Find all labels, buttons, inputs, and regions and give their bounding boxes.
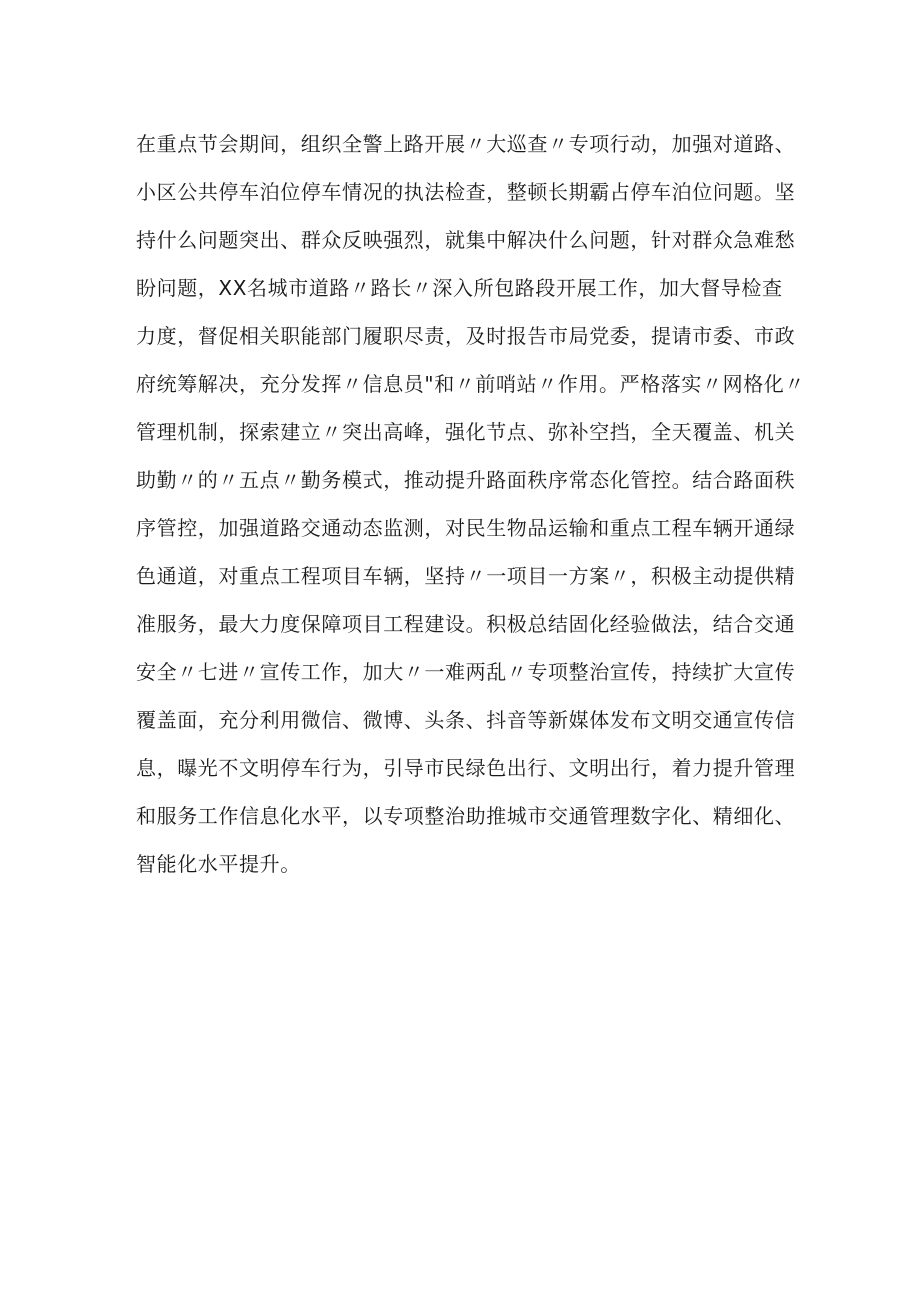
paragraph-line-2: 小区公共停车泊位停车情况的执法检查，整顿长期霸占停车泊位问题。坚 (136, 180, 796, 204)
paragraph-line-12: 安全〃七进〃宣传工作，加大〃一难两乱〃专项整治宣传，持续扩大宣传 (136, 660, 796, 684)
paragraph-line-13: 覆盖面，充分利用微信、微博、头条、抖音等新媒体发布文明交通宣传信 (136, 708, 796, 732)
paragraph-line-16: 智能化水平提升。 (136, 852, 301, 876)
paragraph-line-15: 和服务工作信息化水平，以专项整治助推城市交通管理数字化、精细化、 (136, 804, 796, 828)
body-paragraph (136, 120, 805, 888)
paragraph-line-9: 序管控，加强道路交通动态监测，对民生物品运输和重点工程车辆开通绿 (136, 516, 796, 540)
paragraph-line-1: 在重点节会期间，组织全警上路开展〃大巡查〃专项行动，加强对道路、 (136, 132, 796, 156)
paragraph-line-14: 息，曝光不文明停车行为，引导市民绿色出行、文明出行，着力提升管理 (136, 756, 796, 780)
paragraph-line-10: 色通道，对重点工程项目车辆，坚持〃一项目一方案〃，积极主动提供精 (136, 564, 796, 588)
paragraph-line-7: 管理机制，探索建立〃突出高峰，强化节点、弥补空挡，全天覆盖、机关 (136, 420, 796, 444)
paragraph-line-3: 持什么问题突出、群众反映强烈，就集中解决什么问题，针对群众急难愁 (136, 228, 796, 252)
paragraph-line-8: 助勤〃的〃五点〃勤务模式，推动提升路面秩序常态化管控。结合路面秩 (136, 468, 796, 492)
paragraph-line-6: 府统筹解决，充分发挥〃信息员"和〃前哨站〃作用。严格落实〃网格化〃 (136, 372, 805, 396)
paragraph-line-4: 盼问题，XX名城市道路〃路长〃深入所包路段开展工作，加大督导检查 (136, 276, 783, 300)
paragraph-line-11: 准服务，最大力度保障项目工程建设。积极总结固化经验做法，结合交通 (136, 612, 796, 636)
paragraph-line-5: 力度，督促相关职能部门履职尽责，及时报告市局党委，提请市委、市政 (136, 324, 796, 348)
